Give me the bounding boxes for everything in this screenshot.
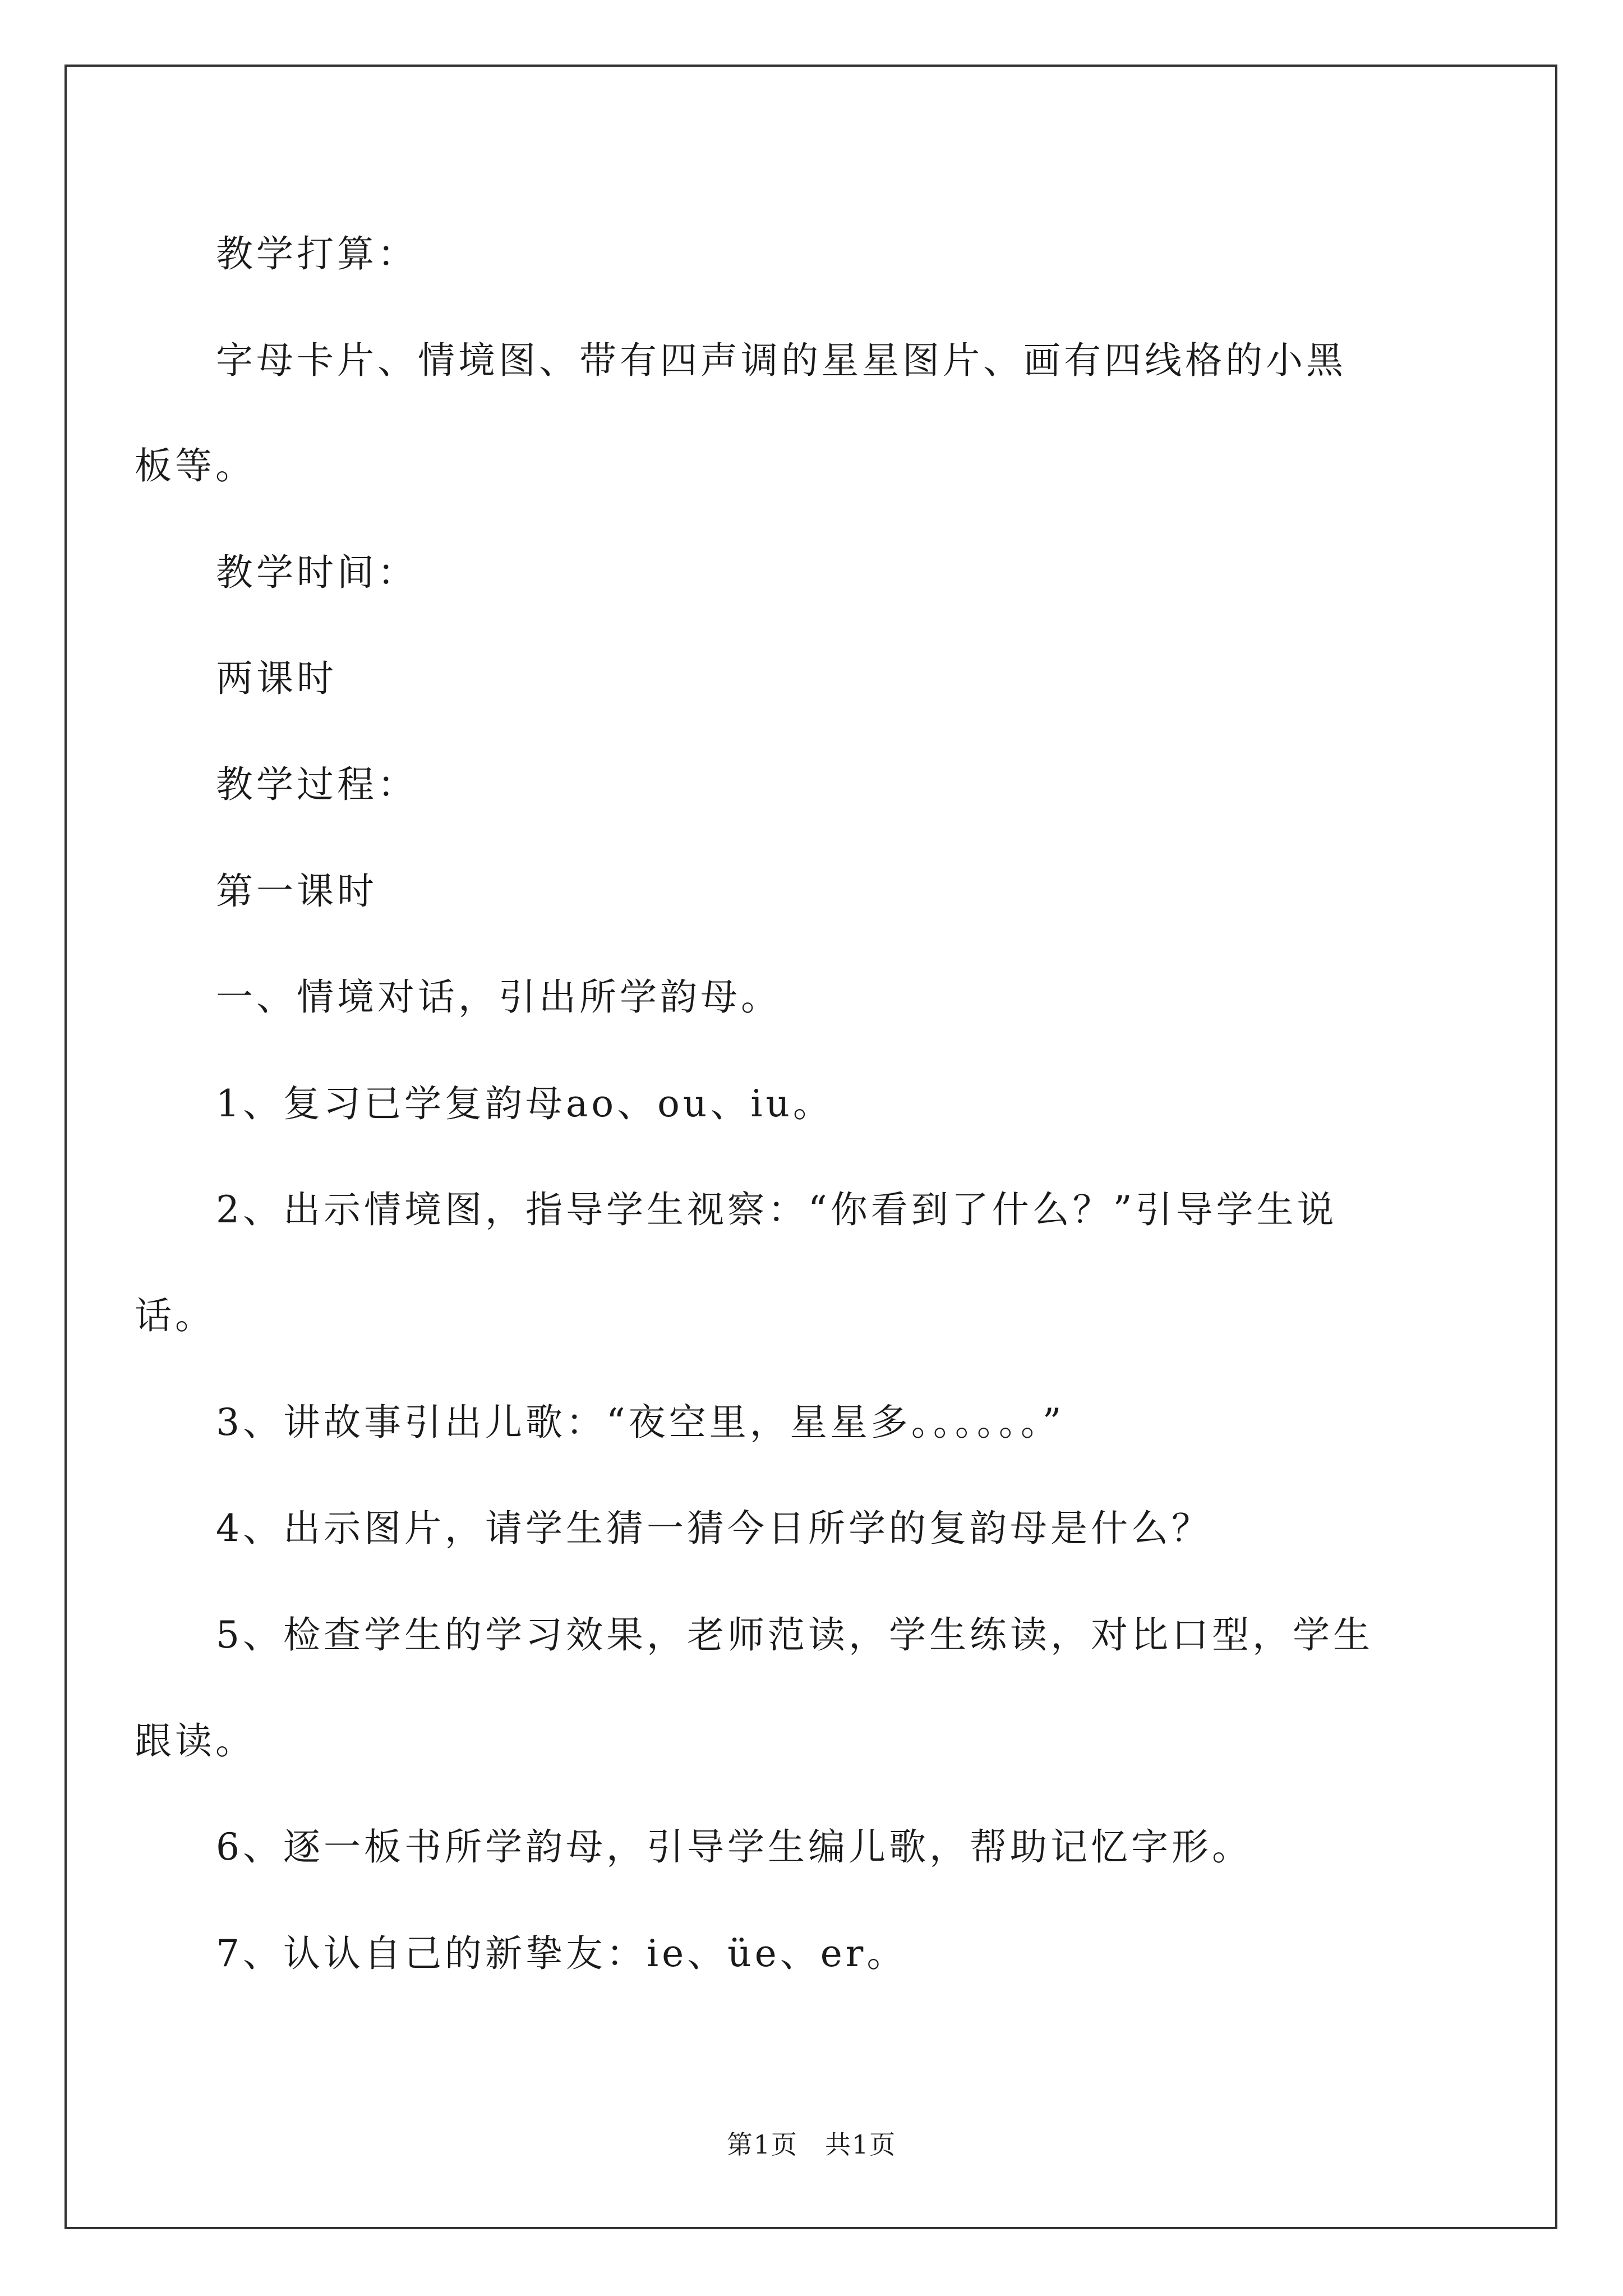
text-line: 7、认认自己的新挚友：ie、üe、er。 <box>216 1932 907 1975</box>
page-frame <box>64 65 1557 2229</box>
text-line: 2、出示情境图，指导学生视察：“你看到了什么？”引导学生说 <box>216 1188 1338 1231</box>
text-line: 字母卡片、情境图、带有四声调的星星图片、画有四线格的小黑 <box>216 339 1347 382</box>
text-line: 教学时间： <box>216 551 418 594</box>
text-line: 教学打算： <box>216 232 418 275</box>
text-line: 6、逐一板书所学韵母，引导学生编儿歌，帮助记忆字形。 <box>216 1825 1252 1869</box>
text-line: 第一课时 <box>216 869 377 913</box>
text-line: 一、情境对话，引出所学韵母。 <box>216 976 781 1019</box>
text-line: 3、讲故事引出儿歌：“夜空里，星星多。。。。。。” <box>216 1401 1065 1444</box>
text-line: 1、复习已学复韵母ao、ou、iu。 <box>216 1082 833 1125</box>
text-line: 5、检查学生的学习效果，老师范读，学生练读，对比口型，学生 <box>216 1613 1373 1657</box>
text-line: 两课时 <box>216 657 337 700</box>
text-line: 教学过程： <box>216 763 418 806</box>
page-number: 第1页 共1页 <box>726 2129 897 2160</box>
text-line: 话。 <box>135 1294 215 1337</box>
text-line: 4、出示图片，请学生猜一猜今日所学的复韵母是什么？ <box>216 1507 1212 1550</box>
text-line: 板等。 <box>135 444 256 487</box>
text-line: 跟读。 <box>135 1719 256 1763</box>
